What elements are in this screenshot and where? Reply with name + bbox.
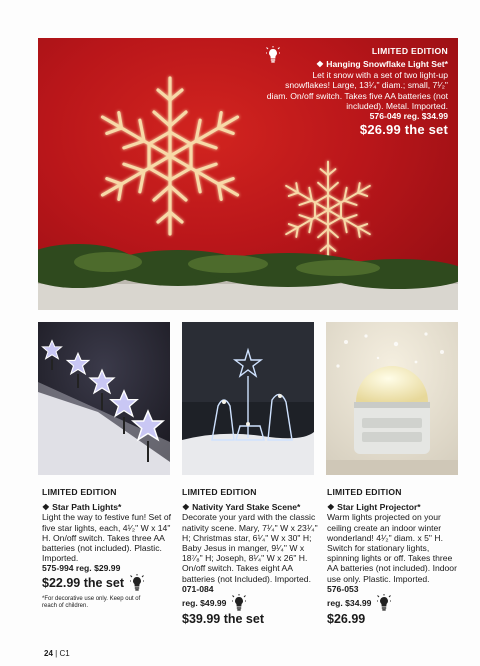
light-bulb-icon — [266, 46, 280, 64]
edition-label: LIMITED EDITION — [327, 487, 402, 497]
product-column-star-path — [42, 487, 178, 610]
product-description: Let it snow with a set of two light-up snowflakes! Large, 13¹⁄₄" diam.; small, 7¹⁄₂" diam. On/off switch. Takes five AA batteries (not included). Metal. Imported. — [266, 69, 448, 112]
light-bulb-icon — [232, 594, 246, 612]
page-footer — [44, 649, 70, 658]
product-price: $26.99 — [327, 612, 366, 627]
nativity-scene-photo — [182, 322, 314, 475]
product-price: $26.99 the set — [359, 121, 448, 137]
product-column-projector — [327, 487, 463, 626]
star-path-lights-photo — [38, 322, 170, 475]
edition-label: LIMITED EDITION — [182, 487, 257, 497]
product-sku: 576-049 reg. $34.99 — [369, 111, 448, 122]
product-price: $39.99 the set — [182, 612, 264, 627]
hero-product-info — [266, 46, 448, 140]
footer-separator: | — [55, 649, 58, 658]
product-description: Light the way to festive fun! Set of five star lights, each, 4¹⁄₂" W x 14" H. On/off switch. Takes three AA batteries (not included). Plastic. Imported. — [42, 512, 171, 564]
edition-label: LIMITED EDITION — [42, 487, 117, 497]
product-regular-price: reg. $49.99 — [182, 597, 227, 608]
product-column-nativity — [182, 487, 318, 626]
product-price: $22.99 the set — [42, 575, 124, 590]
snowflake-hero-photo — [38, 38, 458, 310]
product-description: Warm lights projected on your ceiling create an indoor winter wonderland! 4¹⁄₂" diam. x 5" H. Switch for stationary lights, spinning lights or off. Takes three AA batteries (not included). Indoor use only. Plastic. Imported. — [327, 512, 457, 584]
product-name: ❖ Hanging Snowflake Light Set* — [316, 59, 448, 70]
product-name: ❖ Star Light Projector* — [327, 502, 421, 513]
page-number: 24 — [44, 649, 53, 658]
product-sku: 575-994 reg. $29.99 — [42, 563, 121, 574]
product-name: ❖ Star Path Lights* — [42, 502, 122, 513]
product-regular-price: reg. $34.99 — [327, 597, 372, 608]
star-projector-photo — [326, 322, 458, 475]
edition-label: LIMITED EDITION — [371, 46, 448, 56]
product-name: ❖ Nativity Yard Stake Scene* — [182, 502, 301, 513]
product-sku: 576-053 — [327, 583, 359, 594]
catalog-code: C1 — [59, 649, 70, 658]
light-bulb-icon — [377, 594, 391, 612]
disclaimer-note: *For decorative use only. Keep out of reach of children. — [42, 595, 141, 609]
product-description: Decorate your yard with the classic nativity scene. Mary, 7¹⁄₄" W x 23¹⁄₄" H; Christmas star, 6¹⁄₄" W x 30" H; Baby Jesus in manger, 9¹⁄₄" W x 18⁷⁄₈" H; Joseph, 8¹⁄₄" W x 26" H. On/off switch. Takes eight AA batteries (not Included). Imported. — [182, 512, 318, 584]
light-bulb-icon — [130, 574, 144, 592]
product-sku: 071-084 — [182, 583, 214, 594]
